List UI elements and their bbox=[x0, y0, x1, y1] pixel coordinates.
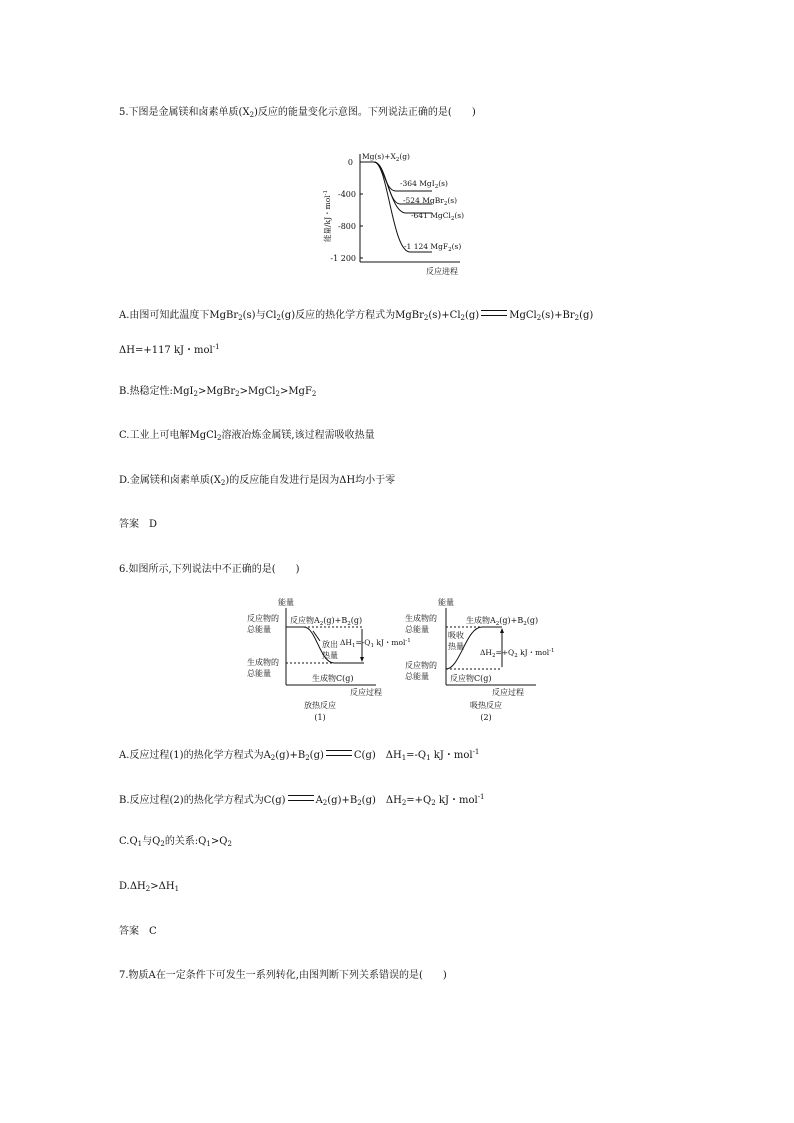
bottom-level-label: 反应物C(g) bbox=[450, 674, 492, 683]
tick-label: 0 bbox=[347, 158, 353, 167]
q6-option-a: A.反应过程(1)的热化学方程式为$A_2(g)+B_2(g)$ C(g) $\Delta H_1=-Q_1$ kJ・mol$^{-1}$ bbox=[119, 748, 480, 762]
label-mgcl2: -641 MgCl$_2$(s) bbox=[411, 211, 465, 222]
absorb-label: 热量 bbox=[448, 642, 464, 651]
y-axis-label: 能量 bbox=[438, 598, 454, 607]
q5-option-a: A.由图可知此温度下MgBr$_2$(s)与$Cl_2(g)$反应的热化学方程式为$MgBr_2(s)+Cl_2(g)$ $MgCl_2(s)+Br_2(g)$ bbox=[119, 310, 594, 322]
top-level-label: 反应物$A_2(g)+B_2(g)$ bbox=[290, 616, 363, 627]
q5-option-b: B.热稳定性:MgI$_2$>MgBr$_2$>MgCl$_2$>MgF$_2$ bbox=[119, 386, 317, 398]
product-energy-label: 总能量 bbox=[247, 669, 271, 678]
product-energy-label: 总能量 bbox=[405, 625, 429, 634]
absorb-label: 吸收 bbox=[448, 631, 464, 640]
top-level-label: 生成物$A_2(g)+B_2(g)$ bbox=[466, 616, 539, 627]
x-axis-label: 反应过程 bbox=[492, 688, 524, 697]
y-axis-label: 能量/kJ・mol$^{-1}$ bbox=[323, 190, 332, 242]
q5-option-d: D.金属镁和卤素单质$(X_2)$的反应能自发进行是因为ΔH均小于零 bbox=[119, 475, 396, 487]
tick-label: -1 200 bbox=[330, 254, 356, 263]
q6-option-d: $D.\Delta H_2>\Delta H_1$ bbox=[119, 881, 180, 893]
question-6-stem: 6.如图所示,下列说法中不正确的是( ) bbox=[119, 564, 300, 575]
product-energy-label: 生成物的 bbox=[247, 658, 279, 667]
y-axis-label: 能量 bbox=[278, 598, 294, 607]
caption-number: (1) bbox=[314, 713, 326, 722]
question-5-stem: 5.下图是金属镁和卤素单质$(X_2)$反应的能量变化示意图。下列说法正确的是( ) bbox=[119, 107, 476, 119]
equilibrium-sign bbox=[288, 795, 314, 801]
reactant-energy-label: 反应物的 bbox=[247, 614, 279, 623]
dh1-label: $\Delta H_1=-Q_1$ kJ・mol$^{-1}$ bbox=[340, 638, 411, 649]
label-mgf2: -1 124 MgF$_2$(s) bbox=[404, 242, 462, 253]
equilibrium-sign bbox=[481, 310, 507, 316]
x-axis-label: 反应进程 bbox=[426, 267, 458, 276]
tick-label: -400 bbox=[338, 190, 356, 199]
q6-option-c: $C.Q_1$与$Q_2$的关系$:Q_1>Q_2$ bbox=[119, 836, 232, 848]
energy-diagram-mgx2 bbox=[320, 146, 480, 278]
tick-label: -800 bbox=[338, 222, 356, 231]
equilibrium-sign bbox=[326, 750, 352, 756]
caption-number: (2) bbox=[480, 713, 492, 722]
label-mgbr2: -524 MgBr$_2$(s) bbox=[403, 196, 458, 207]
q5-option-c: C.工业上可电解MgCl$_2$溶液冶炼金属镁,该过程需吸收热量 bbox=[119, 430, 375, 442]
product-energy-label: 生成物的 bbox=[405, 614, 437, 623]
q6-answer: 答案 C bbox=[119, 926, 157, 937]
dh2-label: $\Delta H_2=+Q_2$ kJ・mol$^{-1}$ bbox=[480, 648, 555, 659]
release-label: 热量 bbox=[322, 651, 338, 660]
bottom-level-label: 生成物C(g) bbox=[312, 674, 354, 683]
energy-diagram-exothermic bbox=[244, 595, 411, 725]
release-label: 放出 bbox=[322, 640, 338, 649]
q5-answer: 答案 D bbox=[119, 519, 158, 530]
x-axis-label: 反应过程 bbox=[350, 688, 382, 697]
question-7-stem: 7.物质A在一定条件下可发生一系列转化,由图判断下列关系错误的是( ) bbox=[119, 970, 447, 981]
energy-diagram-endothermic bbox=[402, 595, 562, 725]
q6-option-b: B.反应过程(2)的热化学方程式为C(g) $A_2(g)+B_2(g)$ $\Delta H_2=+Q_2$ kJ・mol$^{-1}$ bbox=[119, 793, 485, 807]
y-ticks bbox=[330, 158, 363, 263]
reactant-energy-label: 反应物的 bbox=[405, 661, 437, 670]
start-level-label: $Mg(s)+X_2(g)$ bbox=[362, 152, 410, 163]
reactant-energy-label: 总能量 bbox=[247, 625, 271, 634]
caption: 放热反应 bbox=[304, 701, 336, 710]
q5-option-a-dh: ΔH=+117 kJ・mol$^{-1}$ bbox=[119, 343, 220, 356]
label-mgi2: -364 MgI$_2$(s) bbox=[400, 179, 448, 190]
reactant-energy-label: 总能量 bbox=[405, 672, 429, 681]
curve-mgf2 bbox=[360, 162, 432, 252]
caption: 吸热反应 bbox=[470, 701, 502, 710]
